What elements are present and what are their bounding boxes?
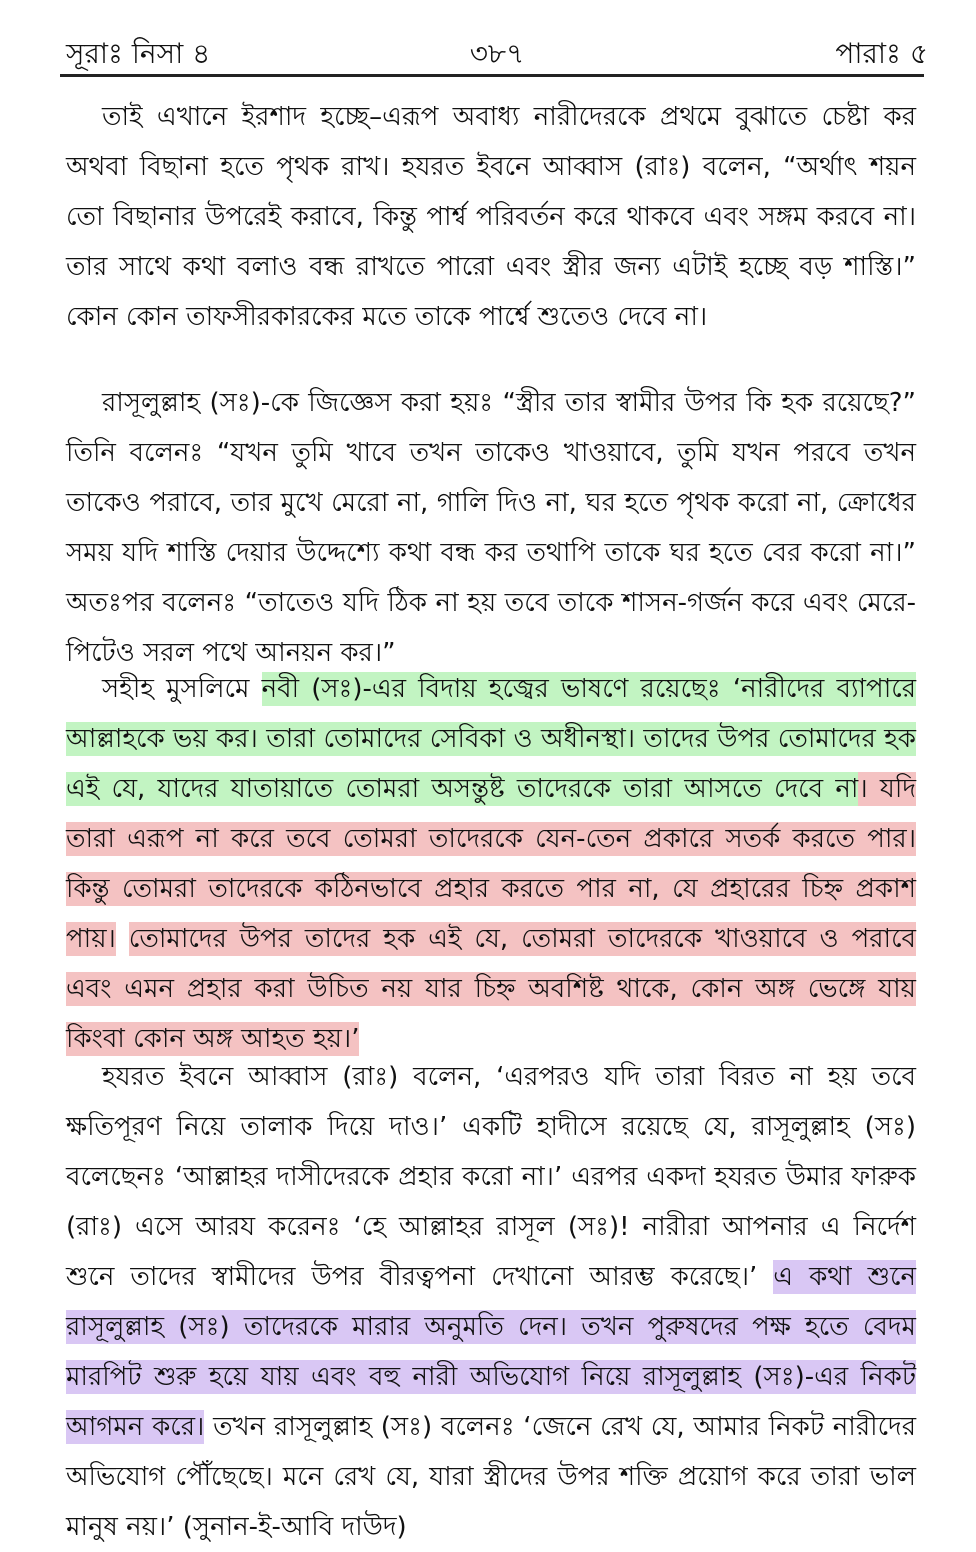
para-label: পারাঃ ৫ xyxy=(835,37,928,70)
red-highlight-2: তোমাদের উপর তাদের হক এই যে, তোমরা তাদেরকে খাওয়াবে ও পরাবে এবং এমন প্রহার করা উচিত নয় যার চিহ্ন অবশিষ্ট থাকে, কোন অঙ্গ ভেঙ্গে যায় কিংবা কোন অঙ্গ আহত হয়।’ xyxy=(66,924,916,1054)
page-number: ৩৮৭ xyxy=(469,37,525,70)
paragraph-3 xyxy=(66,664,916,1064)
red-highlight-1: । যদি তারা এরূপ না করে তবে তোমরা তাদেরকে যেন-তেন প্রকারে সতর্ক করতে পার। কিন্তু তোমরা তাদেরকে কঠিনভাবে প্রহার করতে পার না, যে প্রহারের চিহ্ন প্রকাশ পায়। xyxy=(66,774,916,954)
paragraph-4-intro: হযরত ইবনে আব্বাস (রাঃ) বলেন, ‘এরপরও যদি তারা বিরত না হয় তবে ক্ষতিপূরণ নিয়ে তালাক দিয়ে দাও।’ একটি হাদীসে রয়েছে যে, রাসূলুল্লাহ (সঃ) বলেছেনঃ ‘আল্লাহর দাসীদেরকে প্রহার করো না।’ এরপর একদা হযরত উমার ফারুক (রাঃ) এসে আরয করেনঃ ‘হে আল্লাহর রাসূল (সঃ)! নারীরা আপনার এ নির্দেশ শুনে তাদের স্বামীদের উপর বীরত্বপনা দেখানো আরম্ভ করেছে।’ xyxy=(66,1062,916,1292)
surah-label: সূরাঃ নিসা ৪ xyxy=(66,37,211,70)
paragraph-3-intro: সহীহ মুসলিমে xyxy=(102,674,262,704)
paragraph-3-gap xyxy=(116,924,129,954)
page-header xyxy=(66,28,928,72)
paragraph-1: তাই এখানে ইরশাদ হচ্ছে–এরূপ অবাধ্য নারীদেরকে প্রথমে বুঝাতে চেষ্টা কর অথবা বিছানা হতে পৃথক রাখ। হযরত ইবনে আব্বাস (রাঃ) বলেন, “অর্থাৎ শয়ন তো বিছানার উপরেই করাবে, কিন্তু পার্শ্ব পরিবর্তন করে থাকবে এবং সঙ্গম করবে না। তার সাথে কথা বলাও বন্ধ রাখতে পারো এবং স্ত্রীর জন্য এটাই হচ্ছে বড় শাস্তি।” কোন কোন তাফসীরকারকের মতে তাকে পার্শ্বে শুতেও দেবে না। xyxy=(66,102,916,332)
green-highlight: নবী (সঃ)-এর বিদায় হজ্বের ভাষণে রয়েছেঃ ‘নারীদের ব্যাপারে আল্লাহকে ভয় কর। তারা তোমাদের সেবিকা ও অধীনস্থা। তাদের উপর তোমাদের হক এই যে, যাদের যাতায়াতে তোমরা অসন্তুষ্ট তাদেরকে তারা আসতে দেবে না xyxy=(66,674,916,804)
header-rule xyxy=(60,74,924,77)
paragraph-4 xyxy=(66,1052,916,1552)
purple-highlight: এ কথা শুনে রাসূলুল্লাহ (সঃ) তাদেরকে মারার অনুমতি দেন। তখন পুরুষদের পক্ষ হতে বেদম মারপিট শুরু হয়ে যায় এবং বহু নারী অভিযোগ নিয়ে রাসূলুল্লাহ (সঃ)-এর নিকট আগমন করে। xyxy=(66,1262,916,1442)
paragraph-2: রাসূলুল্লাহ (সঃ)-কে জিজ্ঞেস করা হয়ঃ “স্ত্রীর তার স্বামীর উপর কি হক রয়েছে?” তিনি বলেনঃ “যখন তুমি খাবে তখন তাকেও খাওয়াবে, তুমি যখন পরবে তখন তাকেও পরাবে, তার মুখে মেরো না, গালি দিও না, ঘর হতে পৃথক করো না, ক্রোধের সময় যদি শাস্তি দেয়ার উদ্দেশ্যে কথা বন্ধ কর তথাপি তাকে ঘর হতে বের করো না।” অতঃপর বলেনঃ “তাতেও যদি ঠিক না হয় তবে তাকে শাসন-গর্জন করে এবং মেরে-পিটেও সরল পথে আনয়ন কর।” xyxy=(66,388,916,668)
paragraph-4-outro: তখন রাসূলুল্লাহ (সঃ) বলেনঃ ‘জেনে রেখ যে, আমার নিকট নারীদের অভিযোগ পৌঁছেছে। মনে রেখ যে, যারা স্ত্রীদের উপর শক্তি প্রয়োগ করে তারা ভাল মানুষ নয়।’ (সুনান-ই-আবি দাউদ) xyxy=(66,1412,916,1542)
